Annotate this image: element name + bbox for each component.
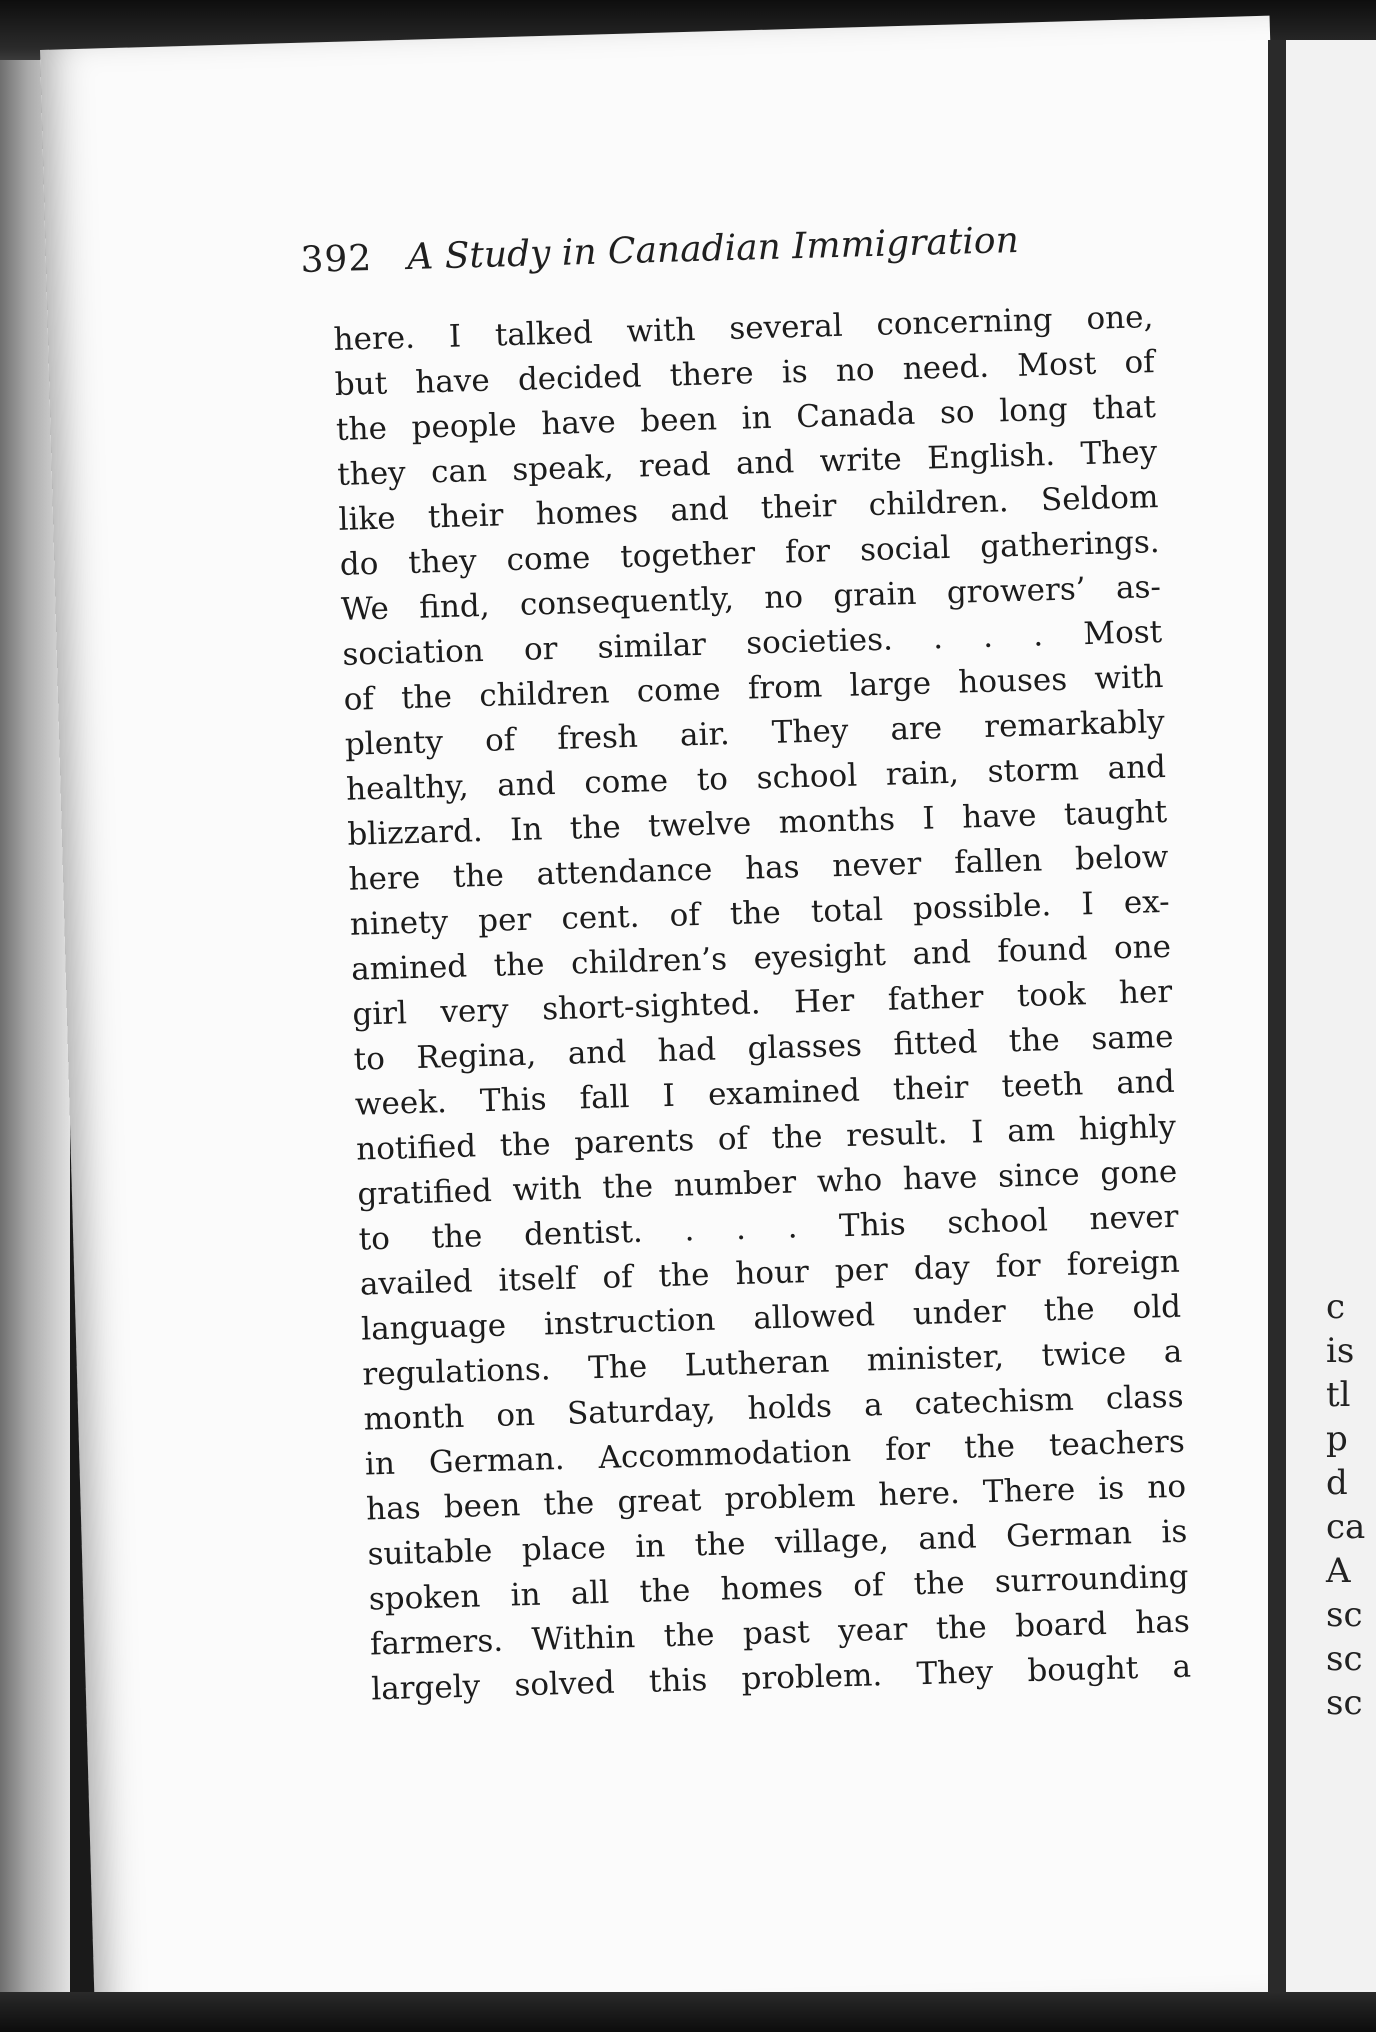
text-line: week. This fall I examined their teeth and [354,1063,1176,1123]
text-line: here the attendance has never fallen below [348,838,1169,898]
fragment: d [1326,1463,1348,1503]
text-line: here. I talked with several concerning one, [333,299,1154,358]
page-number: 392 [300,237,373,281]
facing-page-edge [1268,40,1376,2032]
text-line: ninety per cent. of the total possible. I ex- [349,883,1171,943]
text-line: but have decided there is no need. Most of [334,344,1156,403]
text-line: regulations. The Lutheran minister, twice a [362,1333,1183,1393]
text-line: blizzard. In the twelve months I have taught [346,793,1168,853]
body-text [333,295,1192,1712]
fragment: c [1326,1287,1346,1327]
text-line: to the dentist. . . . This school never [358,1198,1179,1258]
facing-page-fragments [1326,1285,1365,1725]
text-line: girl very short-sighted. Her father took her [351,973,1173,1033]
text-line: the people have been in Canada so long that [335,389,1157,448]
text-line: spoken in all the homes of the surrounding [368,1558,1189,1618]
text-line: month on Saturday, holds a catechism class [363,1378,1184,1438]
text-line: sociation or similar societies. . . . Most [341,613,1163,673]
text-line: they can speak, read and write English. They [336,434,1158,493]
fragment: sc [1326,1683,1363,1723]
fragment: is [1326,1331,1355,1371]
text-line: largely solved this problem. They bought a [370,1648,1192,1708]
text-line: notified the parents of the result. I am highly [355,1108,1177,1168]
text-line: suitable place in the village, and German is [367,1513,1188,1573]
text-line: like their homes and their children. Seldom [338,479,1159,538]
fragment: p [1326,1419,1348,1459]
running-title: A Study in Canadian Immigration [406,219,1020,279]
bottom-shadow [0,1992,1376,2032]
text-line: We find, consequently, no grain growers’ as- [340,568,1162,628]
text-line: to Regina, and had glasses fitted the same [353,1018,1174,1078]
text-line: in German. Accommodation for the teachers [364,1423,1186,1483]
fragment: ca [1326,1507,1366,1547]
text-line: farmers. Within the past year the board has [369,1603,1191,1663]
text-line: has been the great problem here. There is no [365,1468,1187,1528]
text-line: language instruction allowed under the old [360,1288,1182,1348]
fragment: sc [1326,1595,1363,1635]
text-line: gratified with the number who have since gone [356,1153,1178,1213]
fragment: A [1326,1551,1351,1591]
text-line: of the children come from large houses with [343,658,1164,718]
fragment: tl [1326,1375,1351,1415]
text-line: plenty of fresh air. They are remarkably [344,703,1166,763]
text-line: availed itself of the hour per day for foreign [359,1243,1181,1303]
text-line: do they come together for social gatherings. [339,524,1161,583]
text-line: amined the children’s eyesight and found one [350,928,1172,988]
text-line: healthy, and come to school rain, storm and [345,748,1167,808]
fragment: sc [1326,1639,1363,1679]
